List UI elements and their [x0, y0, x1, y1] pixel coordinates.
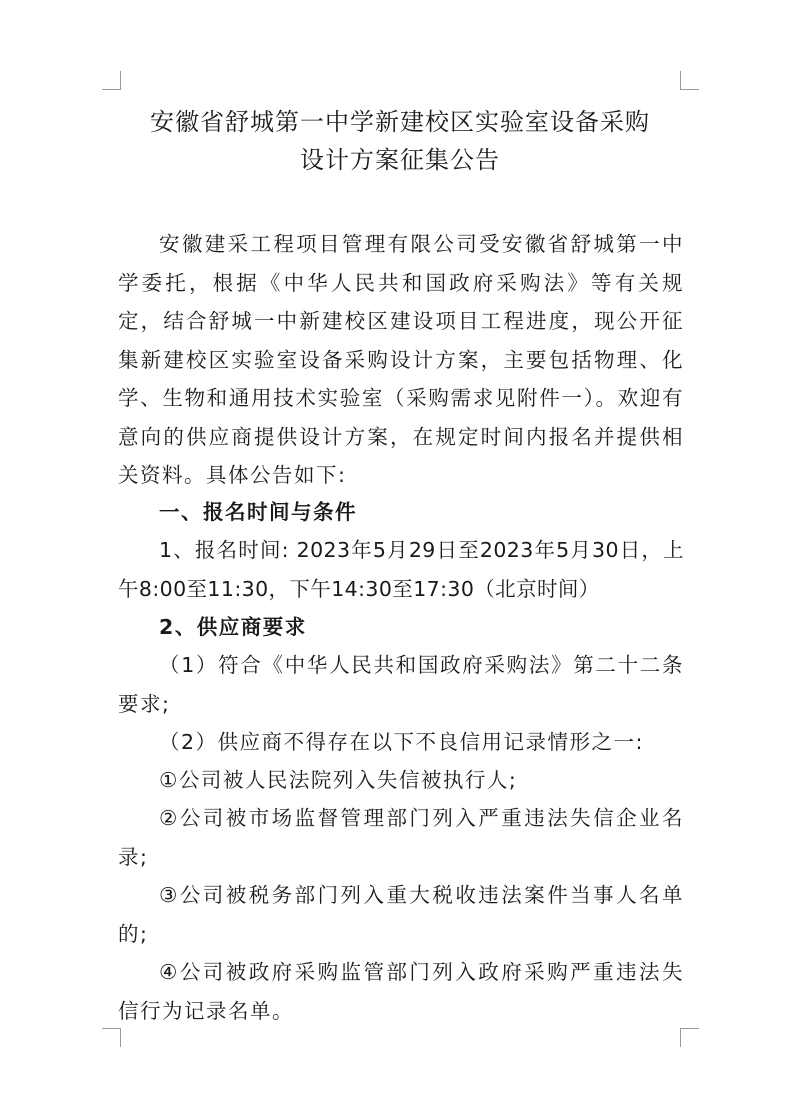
- crop-mark-bottom-left: [102, 1028, 121, 1047]
- credit-item-2: ②公司被市场监督管理部门列入严重违法失信企业名录;: [118, 806, 684, 869]
- document-title-line-2: 设计方案征集公告: [300, 146, 500, 174]
- credit-item-3: ③公司被税务部门列入重大税收违法案件当事人名单的;: [118, 883, 684, 946]
- section-heading-registration: 一、报名时间与条件: [159, 500, 357, 524]
- requirement-2: （2）供应商不得存在以下不良信用记录情形之一:: [159, 730, 644, 754]
- requirement-1: （1）符合《中华人民共和国政府采购法》第二十二条要求;: [118, 653, 684, 716]
- registration-time-paragraph: 1、报名时间: 2023年5月29日至2023年5月30日，上午8:00至11:30，下午14:30至17:30（北京时间）: [118, 538, 684, 601]
- intro-paragraph: 安徽建采工程项目管理有限公司受安徽省舒城第一中学委托，根据《中华人民共和国政府采购法》等有关规定，结合舒城一中新建校区建设项目工程进度，现公开征集新建校区实验室设备采购设计方案，主要包括物理、化学、生物和通用技术实验室（采购需求见附件一）。欢迎有意向的供应商提供设计方案，在规定时间内报名并提供相关资料。具体公告如下:: [118, 232, 684, 487]
- credit-item-1: ①公司被人民法院列入失信被执行人;: [159, 768, 518, 792]
- crop-mark-top-right: [680, 71, 699, 90]
- crop-mark-bottom-right: [680, 1028, 699, 1047]
- crop-mark-top-left: [102, 71, 121, 90]
- document-title-line-1: 安徽省舒城第一中学新建校区实验室设备采购: [150, 108, 650, 136]
- section-heading-supplier-requirements: 2、供应商要求: [159, 615, 307, 639]
- credit-item-4: ④公司被政府采购监管部门列入政府采购严重违法失信行为记录名单。: [118, 960, 684, 1023]
